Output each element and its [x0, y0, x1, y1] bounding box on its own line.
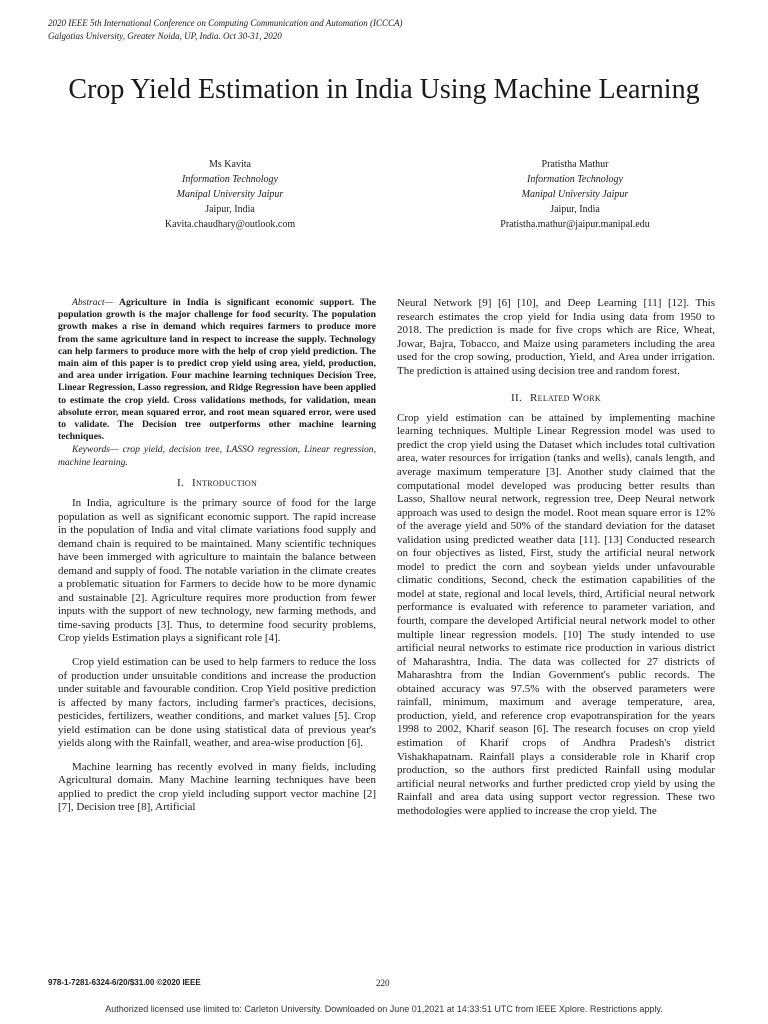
author-university: Manipal University Jaipur: [176, 189, 284, 200]
section-number: II.: [511, 392, 522, 405]
author-name: Pratistha Mathur: [541, 159, 609, 170]
keywords: [58, 443, 376, 469]
author-location: Jaipur, India: [205, 204, 255, 215]
conference-name: 2020 IEEE 5th International Conference on Computing Communication and Automation (ICCCA): [48, 18, 403, 28]
footer-identifier: 978-1-7281-6324-6/20/$31.00 ©2020 IEEE: [48, 978, 201, 987]
related-work-paragraph: Crop yield estimation can be attained by implementing machine learning techniques. Multiple Linear Regression model was used to predict the crop yield using the Dataset which includes total cultivation area, water resources for irrigation (tanks and wells), canals length, and average maximum temperature [3]. Another study claimed that the computational model developed was producing better results than Lasso, Shallow neural network, regression tree, Deep Neural network approach was used to design the model. Root mean square error is 12% of the average yield and 50% of the standard deviation for the dataset validation using predicted weather data [11]. [13] Conducted research on four objectives as listed, First, study the artificial neural network model to predict the corn and soybean yields under unfavourable climatic conditions, Second, check the estimation capabilities of the model at state, regional and local levels, third, Artificial neural network performance is evaluated with reference to parameter variation, and fourth, compare the developed Artificial neural network model to other multiple linear regression models. [10] The study intended to use artificial neural networks to estimate rice production in various district of Maharashtra, India. The data was collected for 27 districts of Maharashtra from the Indian Government's public records. The obtained accuracy was 97.5% with the observed parameters were rainfall, minimum, maximum and average temperature, area, production, yield, and reference crop evapotranspiration for the years 1998 to 2002, Kharif season [6]. The research focuses on crop yield estimation of Kharif crops of Andhra Pradesh's district Vishakhapatnam. Rainfall plays a considerable role in Kharif crop production, so the authors first predicted Rainfall using modular artificial neural networks and further predicted crop yield by using the Rainfall and area data using support vector regression. These two methodologies were applied to increase the crop yield. The: [397, 411, 715, 817]
abstract-label: Abstract—: [72, 297, 114, 308]
intro-paragraph: Crop yield estimation can be used to help farmers to reduce the loss of production under unsuitable conditions and increase the production under suitable and favourable condition. Crop Yield positive prediction is affected by many factors, including farmer's practices, decisions, pesticides, fertilizers, weather conditions, and market values [5]. Crop yield estimation can be done using statistical data of previous year's yields along with the Rainfall, weather, and area-wise production [6].: [58, 656, 376, 750]
abstract-text: Agriculture in India is significant economic support. The population growth is the major challenge for food security. The population growth makes a rise in demand which requires farmers to produce more from the same agriculture land in respect to increase the supply. Technology can help farmers to produce more with the help of crop yield prediction. The main aim of this paper is to predict crop yield using area, yield, production, and area under irrigation. Four machine learning techniques Decision Tree, Linear Regression, Lasso regression, and Ridge Regression have been applied to estimate the crop yield. Cross validations methods, for validation, mean absolute error, mean squared error, and root mean squared error, were used to validate. The Decision tree outperforms other machine learning techniques.: [58, 297, 376, 443]
author-block: [465, 157, 685, 232]
abstract: [58, 297, 376, 443]
left-column: [58, 297, 376, 815]
section-heading-introduction: [58, 477, 376, 491]
section-title: Introduction: [191, 477, 258, 490]
author-university: Manipal University Jaipur: [521, 189, 629, 200]
author-department: Information Technology: [181, 174, 278, 185]
page-number: 220: [376, 978, 390, 988]
author-location: Jaipur, India: [550, 204, 600, 215]
license-notice: Authorized licensed use limited to: Carleton University. Downloaded on June 01,2021 at 14:33:51 UTC from IEEE Xplore. Restrictions apply.: [105, 1004, 663, 1014]
section-number: I.: [176, 477, 184, 490]
conference-header: [48, 17, 402, 43]
intro-paragraph: In India, agriculture is the primary source of food for the large population as well as significant economic support. The rapid increase in the population of India and vital climate variations food supply and demand chain is required to be maintained. Many scientific techniques have been immerged with agriculture to maintain the balance between demand and supply of food. The notable variation in the climate creates a problematic situation for Farmers to decide how to be more dynamic and sustainable [2]. Agriculture requires more production from fewer inputs with the support of new technology, new farming methods, and time-saving products [3]. Thus, to determine food security problems, Crop yields Estimation plays a significant role [4].: [58, 496, 376, 645]
keywords-label: Keywords—: [72, 444, 119, 456]
right-column: [397, 297, 715, 818]
section-heading-related-work: [397, 392, 715, 406]
author-block: [120, 157, 340, 232]
section-title: Related Work: [530, 392, 601, 405]
intro-paragraph: Machine learning has recently evolved in many fields, including Agricultural domain. Many Machine learning techniques have been applied to predict the crop yield including support vector machine [2] [7], Decision tree [8], Artificial: [58, 760, 376, 814]
paper-title: Crop Yield Estimation in India Using Machine Learning: [68, 74, 700, 105]
author-email[interactable]: Pratistha.mathur@jaipur.manipal.edu: [500, 219, 650, 230]
author-name: Ms Kavita: [209, 159, 251, 170]
conference-venue: Galgotias University, Greater Noida, UP, India. Oct 30-31, 2020: [48, 31, 282, 41]
intro-paragraph-continued: Neural Network [9] [6] [10], and Deep Learning [11] [12]. This research estimates the crop yield for India using data from 1950 to 2018. The prediction is made for five crops which are Rice, Wheat, Jowar, Bajra, Tobacco, and Maize using parameters including the area used for the crop sowing, production, Yield, and Area under irrigation. The prediction is attained using decision tree and random forest.: [397, 297, 715, 377]
keywords-text: crop yield, decision tree, LASSO regression, Linear regression, machine learning.: [58, 444, 376, 469]
author-department: Information Technology: [526, 174, 623, 185]
author-email[interactable]: Kavita.chaudhary@outlook.com: [164, 219, 296, 230]
